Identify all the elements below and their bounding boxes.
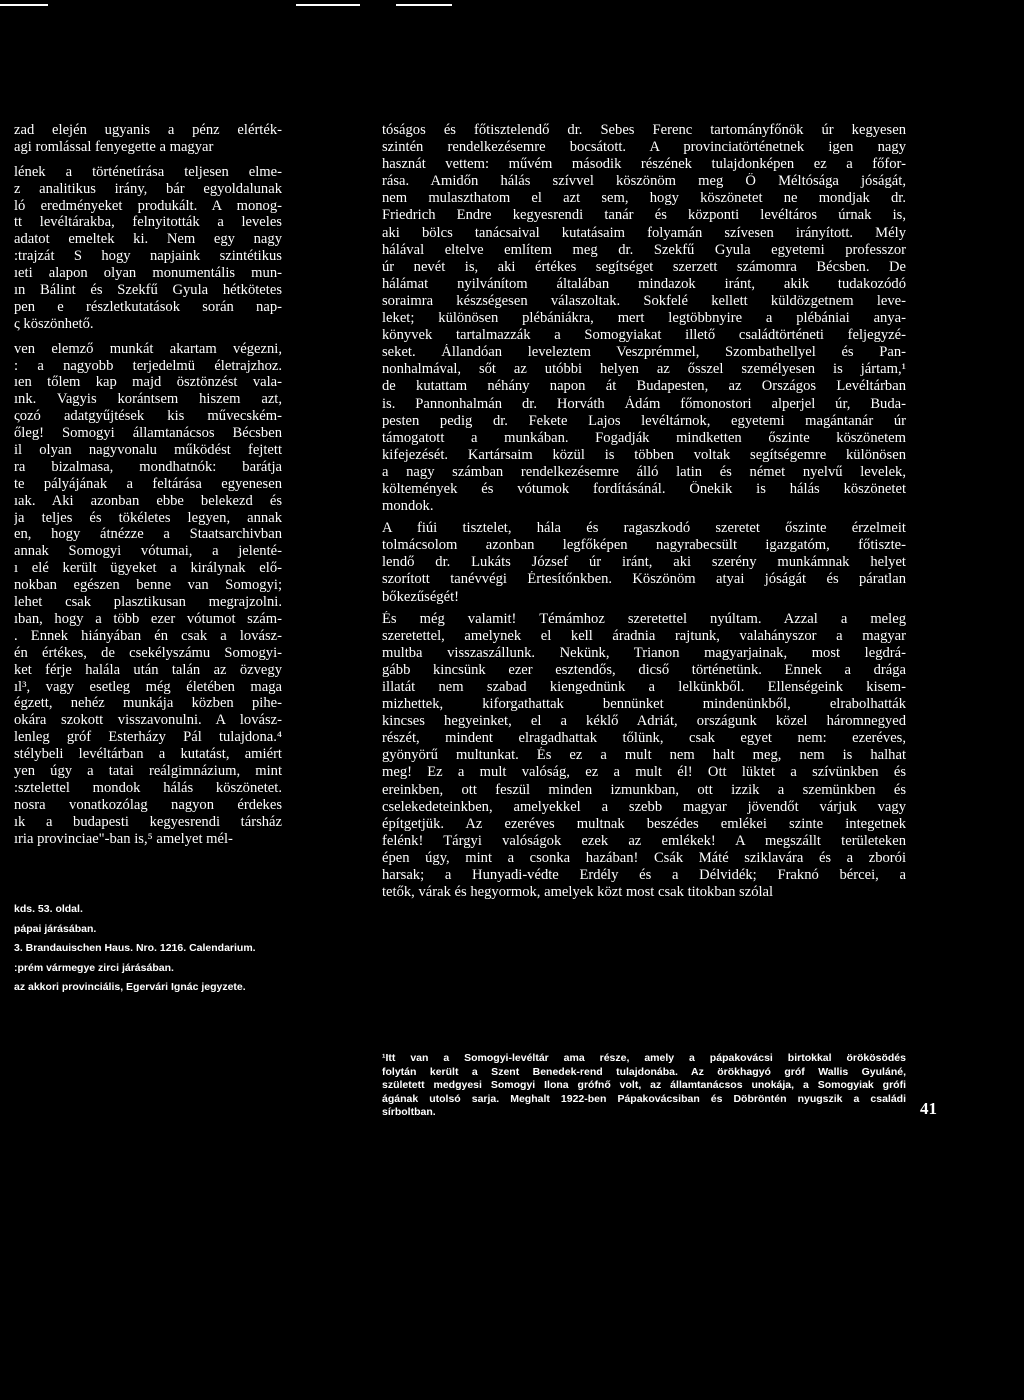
text-line: en, hogy átnézze a Staatsarchivban bbox=[14, 526, 282, 543]
text-line: annak Somogyi vótumai, a jelenté- bbox=[14, 543, 282, 560]
text-line: nem mulaszthatom el azt sem, hogy köszönetet ne mondjak dr. bbox=[382, 190, 906, 207]
text-line: ınk. Vagyis korántsem hiszem azt, bbox=[14, 391, 282, 408]
text-line: égzett, nehéz munkája közben pihe- bbox=[14, 695, 282, 712]
text-line: ıban, hogy a több ezer vótumot szám- bbox=[14, 610, 282, 627]
paragraph-gap bbox=[14, 333, 282, 341]
text-line: épen úgy, mint a csonka hazában! Csák Máté sziklavára és a zborói bbox=[382, 849, 906, 866]
text-line: is. Pannonhalmán dr. Horváth Ádám főmonostori alperjel úr, Buda- bbox=[382, 395, 906, 412]
text-line: Friedrich Endre kegyesrendi tanár és központi levéltáros úrnak is, bbox=[382, 207, 906, 224]
text-line: bőkezűségét! bbox=[382, 588, 459, 605]
text-line: szeretettel, amelynek el kell áradnia rajtunk, valahányszor a magyar bbox=[382, 627, 906, 644]
text-line: én értékes, de csekélyszámu Somogyi- bbox=[14, 644, 282, 661]
text-line: :sztelettel mondok hálás köszönetet. bbox=[14, 779, 282, 796]
text-line: ven elemző munkát akartam végezni, bbox=[14, 340, 282, 357]
footnote-line: pápai járásában. bbox=[14, 922, 97, 935]
right-column bbox=[382, 122, 906, 901]
text-line: ς köszönhető. bbox=[14, 315, 94, 332]
footnote-line: ágának utolsó sarja. Meghalt 1922-ben Pápakovácsiban és Döbröntén nyugszik a családi bbox=[382, 1092, 906, 1105]
text-line: seket. Állandóan leveleztem Veszprémmel, Szombathellyel és Pan- bbox=[382, 344, 906, 361]
left-paragraph-1 bbox=[14, 122, 282, 156]
text-line: pesten pedig dr. Fekete Lajos levéltárnok, egyetemi magántanár úr bbox=[382, 412, 906, 429]
text-line: mizhettek, kiforgathattak bennünket mindenünkből, elrabolhatták bbox=[382, 696, 906, 713]
text-line: leket; különösen plébániákra, mert legtöbbnyire a plébániai anya- bbox=[382, 310, 906, 327]
text-line: harsak; a Hunyadi-védte Erdély és a Délvidék; Fraknó bércei, a bbox=[382, 867, 906, 884]
footnote-line: az akkori provinciális, Egervári Ignác jegyzete. bbox=[14, 981, 246, 993]
footnote-line: ¹Itt van a Somogyi-levéltár ama része, amely a pápakovácsi birtokkal örökösödés bbox=[382, 1052, 906, 1064]
text-line: támogatott a munkában. Fogadják mindketten őszinte köszönetem bbox=[382, 429, 906, 446]
text-line: te pályájának a feltárása egyenesen bbox=[14, 475, 282, 492]
text-line: zad elején ugyanis a pénz elérték- bbox=[14, 122, 282, 138]
top-rule-left bbox=[0, 4, 48, 6]
text-line: A fiúi tisztelet, hála és ragaszkodó szeretet őszinte érzelmeit bbox=[382, 520, 906, 537]
text-line: szorított tanévvégi Értesítőnkben. Köszönöm atyai jóságát és páratlan bbox=[382, 571, 906, 588]
text-line: rása. Amidőn hálás szívvel köszönöm meg Ő Méltósága jóságát, bbox=[382, 173, 906, 190]
text-line: tt levéltárakba, felnyitották a leveles bbox=[14, 214, 282, 231]
text-line: szintén rendelkezésemre bocsátott. A provinciatörténetnek igen nagy bbox=[382, 139, 906, 156]
text-line: ın Bálint és Szekfű Gyula hétkötetes bbox=[14, 282, 282, 299]
text-line: úr nevét is, aki értékes segítséget szerzett számomra Bécsben. De bbox=[382, 258, 906, 275]
text-line: ı elé került ügyeket a királynak elő- bbox=[14, 560, 282, 577]
text-line: ereinkben, ott feszül minden izmunkban, ott izzik a szemünkben és bbox=[382, 781, 906, 798]
text-line: nonhalmával, sőt az utóbbi helyen az ősszel személyesen is jártam,¹ bbox=[382, 361, 906, 378]
page-number: 41 bbox=[920, 1099, 937, 1118]
text-line: részét, mindent elragadhattak tőlünk, csak egyet nem: ezeréves, bbox=[382, 730, 906, 747]
text-line: költemények és vótumok fordításánál. Őnekik is hálás köszönetet bbox=[382, 480, 906, 497]
footnote-line: született medgyesi Somogyi Ilona grófnő volt, az államtanácsos unokája, a Somogyiak grófi bbox=[382, 1079, 906, 1091]
text-line: : a nagyobb terjedelmü életrajzhoz. bbox=[14, 357, 282, 374]
text-line: lenleg gróf Esterházy Pál tulajdona.⁴ bbox=[14, 729, 282, 746]
text-line: soraimra készségesen válaszoltak. Sokfelé kellett küldözgetnem leve- bbox=[382, 292, 906, 309]
text-line: il olyan nagyvonalu működést fejtett bbox=[14, 442, 282, 459]
left-column bbox=[14, 122, 282, 847]
text-line: kincses hegyeinket, el a kéklő Adriát, országunk közel háromnegyed bbox=[382, 713, 906, 730]
text-line: lehet csak plasztikusan megrajzolni. bbox=[14, 594, 282, 611]
text-line: ló eredményeket produkált. A monog- bbox=[14, 197, 282, 214]
text-line: a nagy számban rendelkezésemre álló latin és német nyelvű levelek, bbox=[382, 463, 906, 480]
text-line: őleg! Somogyi államtanácsos Bécsben bbox=[14, 425, 282, 442]
text-line: felénk! Tárgyi valóságok ezek az emlékek! A megszállt területeken bbox=[382, 832, 906, 849]
footnote-line: sírboltban. bbox=[382, 1106, 436, 1118]
text-line: ıen tőlem kap majd ösztönzést vala- bbox=[14, 374, 282, 391]
text-line: tóságos és főtisztelendő dr. Sebes Ferenc tartományfőnök úr kegyesen bbox=[382, 122, 906, 138]
right-footnotes bbox=[382, 1052, 906, 1120]
footnote-line: 3. Brandauischen Haus. Nro. 1216. Calendarium. bbox=[14, 942, 256, 954]
text-line: ra bizalmasa, mondhatnók: barátja bbox=[14, 458, 282, 475]
text-line: yen úgy a tatai reálgimnázium, mint bbox=[14, 762, 282, 779]
text-line: könyvek tartalmazzák a Somogyiakat illető családtörténeti feljegyzé- bbox=[382, 327, 906, 344]
right-paragraph-3 bbox=[382, 611, 906, 902]
left-footnotes bbox=[14, 900, 282, 998]
text-line: stélybeli levéltárban a kutatást, amiért bbox=[14, 746, 282, 763]
text-line: hálámat nyilvánítom általában mindazok iránt, akik tudakozódó bbox=[382, 275, 906, 292]
text-line: . Ennek hiányában én csak a lovász- bbox=[14, 627, 282, 644]
text-line: hálával eltelve említem meg dr. Szekfű Gyula egyetemi professzor bbox=[382, 241, 906, 258]
footnote-line: :prém vármegye zirci járásában. bbox=[14, 961, 174, 974]
footnote-line: kds. 53. oldal. bbox=[14, 903, 83, 915]
text-line: gább kincsünk ezer esztendős, dicső történetünk. Ennek a drága bbox=[382, 661, 906, 678]
text-line: multba visszaszállunk. Nekünk, Trianon magyarjainak, most legdrá- bbox=[382, 644, 906, 661]
text-line: tetők, várak és hegyormok, amelyek közt most csak titokban szólal bbox=[382, 884, 774, 901]
text-line: okára szokott visszavonulni. A lovász- bbox=[14, 712, 282, 729]
text-line: mondok. bbox=[382, 498, 434, 515]
text-line: hasznát vettem: művém második részének tulajdonképen ez a főfor- bbox=[382, 156, 906, 173]
text-line: z analitikus irány, bár egyoldalunak bbox=[14, 180, 282, 197]
right-paragraph-1 bbox=[382, 122, 906, 515]
paragraph-gap bbox=[14, 156, 282, 164]
text-line: lének a történetírása teljesen elme- bbox=[14, 163, 282, 180]
text-line: kifejezését. Kartársaim közül is többen voltak segítségemre különösen bbox=[382, 446, 906, 463]
text-line: ık a budapesti kegyesrendi társház bbox=[14, 813, 282, 830]
text-line: ςozó adatgyűjtések kis művecském- bbox=[14, 408, 282, 425]
text-line: lendő dr. Lukáts József úr iránt, aki szerény munkámnak helyet bbox=[382, 554, 906, 571]
left-paragraph-3 bbox=[14, 341, 282, 848]
text-line: ıeti alapon olyan monumentális mun- bbox=[14, 265, 282, 282]
text-line: építgetjük. Az ezeréves multnak beszédes emlékei szinte integetnek bbox=[382, 815, 906, 832]
footnote-line: folytán került a Szent Benedek-rend tulajdonába. Az örökhagyó gróf Wallis Gyuláné, bbox=[382, 1065, 906, 1078]
text-line: ıl³, vagy esetleg még életében maga bbox=[14, 678, 282, 695]
text-line: aki bölcs tanácsaival kutatásaim folyamán szívesen irányított. Mély bbox=[382, 224, 906, 241]
text-line: agi romlással fenyegette a magyar bbox=[14, 138, 214, 155]
top-rule-right bbox=[396, 4, 452, 6]
text-line: gyönyörű multunkat. És ez a mult nem halt meg, nem is halhat bbox=[382, 747, 906, 764]
text-line: ja teljes és tökéletes legyen, annak bbox=[14, 509, 282, 526]
text-line: ket férje halála után talán az özvegy bbox=[14, 661, 282, 678]
text-line: nosra vonatkozólag nagyon érdekes bbox=[14, 796, 282, 813]
right-paragraph-2 bbox=[382, 520, 906, 605]
top-rule-mid bbox=[296, 4, 360, 6]
text-line: nokban egészen benne van Somogyi; bbox=[14, 577, 282, 594]
text-line: ıak. Aki azonban ebbe belekezd és bbox=[14, 492, 282, 509]
text-line: És még valamit! Témámhoz szeretettel nyúltam. Azzal a meleg bbox=[382, 610, 906, 627]
text-line: cselekedeteinkben, amelyekkel a szebb magyar jövendőt várjuk vagy bbox=[382, 798, 906, 815]
text-line: pen e részletkutatások során nap- bbox=[14, 298, 282, 315]
text-line: illatát nem szabad kiengednünk a lelkünkből. Ellenségeink kisem- bbox=[382, 679, 906, 695]
text-line: meg! Ez a mult valóság, ez a mult él! Ott lüktet a szívünkben és bbox=[382, 764, 906, 781]
text-line: de kutattam néhány napon át Budapesten, az Országos Levéltárban bbox=[382, 378, 906, 395]
text-line: ıria provinciae"-ban is,⁵ amelyet mél- bbox=[14, 830, 233, 847]
left-paragraph-2 bbox=[14, 164, 282, 333]
text-line: adatot emeltek ki. Nem egy nagy bbox=[14, 231, 282, 248]
text-line: tolmácsolom azonban legfőképen nagyrabecsült igazgatóm, főtiszte- bbox=[382, 537, 906, 554]
text-line: :trajzát S hogy napjaink szintétikus bbox=[14, 248, 282, 265]
